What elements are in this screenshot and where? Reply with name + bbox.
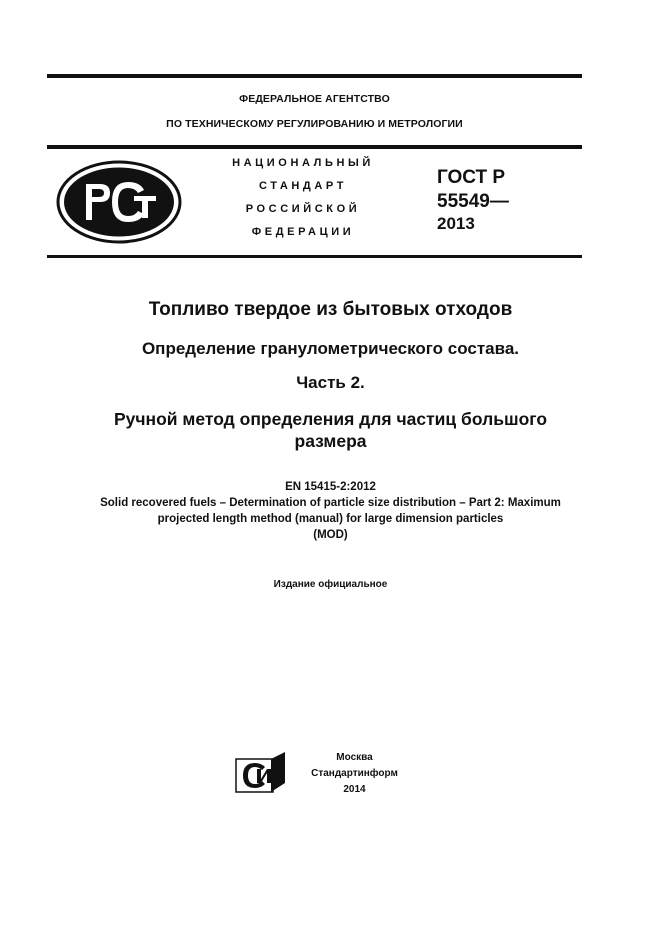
rst-emblem-icon bbox=[56, 160, 182, 244]
national-standard-line-2: СТАНДАРТ bbox=[258, 180, 348, 192]
modification-note: (MOD) bbox=[313, 529, 348, 541]
designation-year: 2013 bbox=[437, 214, 475, 233]
standard-designation bbox=[437, 166, 577, 234]
agency-name-line-1: ФЕДЕРАЛЬНОЕ АГЕНТСТВО bbox=[239, 93, 390, 105]
top-rule bbox=[47, 74, 582, 78]
edition-note: Издание официальное bbox=[273, 579, 388, 590]
agency-name-line-2: ПО ТЕХНИЧЕСКОМУ РЕГУЛИРОВАНИЮ И МЕТРОЛОГИИ bbox=[166, 118, 463, 130]
document-title: Топливо твердое из бытовых отходов bbox=[148, 299, 513, 320]
international-title-line-2: projected length method (manual) for large dimension particles bbox=[157, 513, 504, 525]
part-title-line-2: размера bbox=[294, 431, 367, 451]
designation-number: 55549— bbox=[437, 191, 509, 212]
header-rule bbox=[47, 145, 582, 149]
international-standard-title bbox=[40, 495, 621, 527]
designation-prefix: ГОСТ Р bbox=[437, 167, 506, 188]
international-title-line-1: Solid recovered fuels – Determination of particle size distribution – Part 2: Maximum bbox=[100, 497, 561, 509]
document-subtitle: Определение гранулометрического состава. bbox=[141, 339, 520, 358]
document-part: Часть 2. bbox=[296, 373, 365, 392]
part-title-line-1: Ручной метод определения для частиц большого bbox=[113, 409, 548, 429]
publisher-city: Москва bbox=[336, 752, 373, 763]
national-standard-line-4: ФЕДЕРАЦИИ bbox=[251, 226, 355, 238]
international-standard-code: EN 15415-2:2012 bbox=[285, 481, 376, 493]
publication-year: 2014 bbox=[343, 784, 366, 795]
publisher-name: Стандартинформ bbox=[311, 768, 398, 779]
national-standard-line-1: НАЦИОНАЛЬНЫЙ bbox=[232, 157, 374, 169]
header-bottom-rule bbox=[47, 255, 582, 258]
national-standard-line-3: РОССИЙСКОЙ bbox=[245, 203, 361, 215]
document-part-title bbox=[40, 408, 621, 452]
standartinform-logo-icon bbox=[235, 751, 287, 793]
